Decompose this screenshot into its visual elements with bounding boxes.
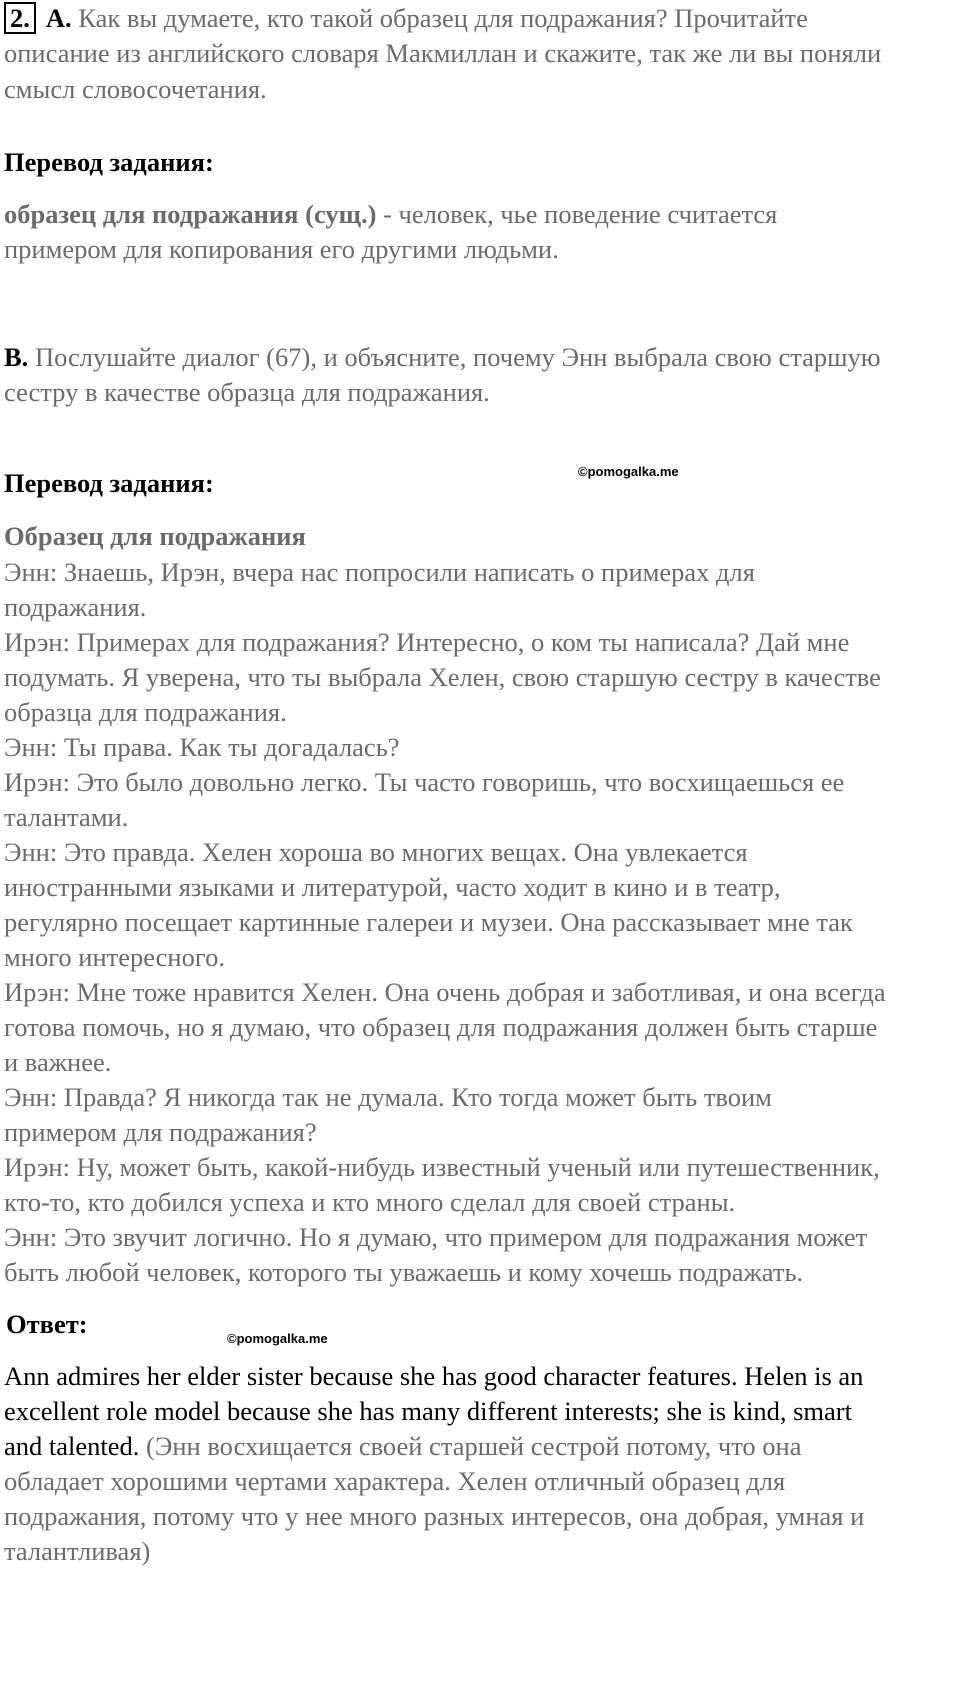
part-b-line-1: [4, 339, 881, 377]
dialogue-line: Ирэн: Ну, может быть, какой-нибудь известный ученый или путешественник,: [4, 1152, 880, 1182]
dialogue-line: примером для подражания?: [4, 1117, 317, 1147]
dialogue-line: и важнее.: [4, 1047, 112, 1077]
watermark: ©pomogalka.me: [578, 464, 679, 479]
answer-english-end: and talented.: [4, 1431, 140, 1461]
dialogue-line: Энн: Знаешь, Ирэн, вчера нас попросили написать о примерах для: [4, 557, 755, 587]
dialogue-line: иностранными языками и литературой, часто ходит в кино и в театр,: [4, 872, 781, 902]
part-b-label: B.: [4, 342, 29, 372]
dialogue-line: Ирэн: Мне тоже нравится Хелен. Она очень добрая и заботливая, и она всегда: [4, 977, 886, 1007]
dialogue-line: Энн: Ты права. Как ты догадалась?: [4, 732, 400, 762]
dialogue-title: Образец для подражания: [4, 521, 306, 551]
part-a-text-1: Как вы думаете, кто такой образец для подражания? Прочитайте: [78, 3, 808, 33]
dialogue-line: Энн: Правда? Я никогда так не думала. Кто тогда может быть твоим: [4, 1082, 772, 1112]
definition-line-2: примером для копирования его другими людьми.: [4, 234, 559, 264]
watermark: ©pomogalka.me: [227, 1331, 328, 1346]
task-a-line-1: [4, 0, 808, 38]
answer-translation-line: талантливая): [4, 1536, 151, 1566]
dialogue-line: Энн: Это правда. Хелен хороша во многих вещах. Она увлекается: [4, 837, 748, 867]
answer-translation-line: подражания, потому что у нее много разных интересов, она добрая, умная и: [4, 1501, 865, 1531]
part-b-text-2: сестру в качестве образца для подражания.: [4, 377, 490, 407]
task-number: 2.: [4, 2, 36, 34]
definition-line-1: [4, 196, 777, 234]
dialogue-line: образца для подражания.: [4, 697, 287, 727]
dialogue-line: подражания.: [4, 592, 147, 622]
answer-translation-start: (Энн восхищается своей старшей сестрой потому, что она: [139, 1431, 802, 1461]
definition-term: образец для подражания (сущ.): [4, 199, 377, 229]
answer-translation-line: обладает хорошими чертами характера. Хелен отличный образец для: [4, 1466, 786, 1496]
answer-line: excellent role model because she has many different interests; she is kind, smart: [4, 1396, 852, 1426]
part-a-label: A.: [45, 3, 72, 33]
translation-heading-1: Перевод задания:: [4, 147, 214, 177]
answer-heading: Ответ:: [6, 1309, 88, 1339]
dialogue-line: кто-то, кто добился успеха и кто много сделал для своей страны.: [4, 1187, 736, 1217]
dialogue-line: готова помочь, но я думаю, что образец для подражания должен быть старше: [4, 1012, 878, 1042]
dialogue-line: Энн: Это звучит логично. Но я думаю, что примером для подражания может: [4, 1222, 868, 1252]
definition-text: - человек, чье поведение считается: [376, 199, 778, 229]
answer-line: Ann admires her elder sister because she has good character features. Helen is an: [4, 1361, 864, 1391]
part-a-text-2: описание из английского словаря Макмиллан и скажите, так же ли вы поняли: [4, 38, 882, 68]
dialogue-line: Ирэн: Примерах для подражания? Интересно, о ком ты написала? Дай мне: [4, 627, 850, 657]
dialogue-line: талантами.: [4, 802, 129, 832]
dialogue-line: Ирэн: Это было довольно легко. Ты часто говоришь, что восхищаешься ее: [4, 767, 845, 797]
dialogue-line: регулярно посещает картинные галереи и музеи. Она рассказывает мне так: [4, 907, 853, 937]
dialogue-line: много интересного.: [4, 942, 225, 972]
dialogue-line: быть любой человек, которого ты уважаешь и кому хочешь подражать.: [4, 1257, 804, 1287]
dialogue-line: подумать. Я уверена, что ты выбрала Хелен, свою старшую сестру в качестве: [4, 662, 881, 692]
part-b-text-1: Послушайте диалог (67), и объясните, почему Энн выбрала свою старшую: [28, 342, 881, 372]
part-a-text-3: смысл словосочетания.: [4, 74, 267, 104]
translation-heading-2: Перевод задания:: [4, 468, 214, 498]
answer-line-3: [4, 1428, 802, 1466]
